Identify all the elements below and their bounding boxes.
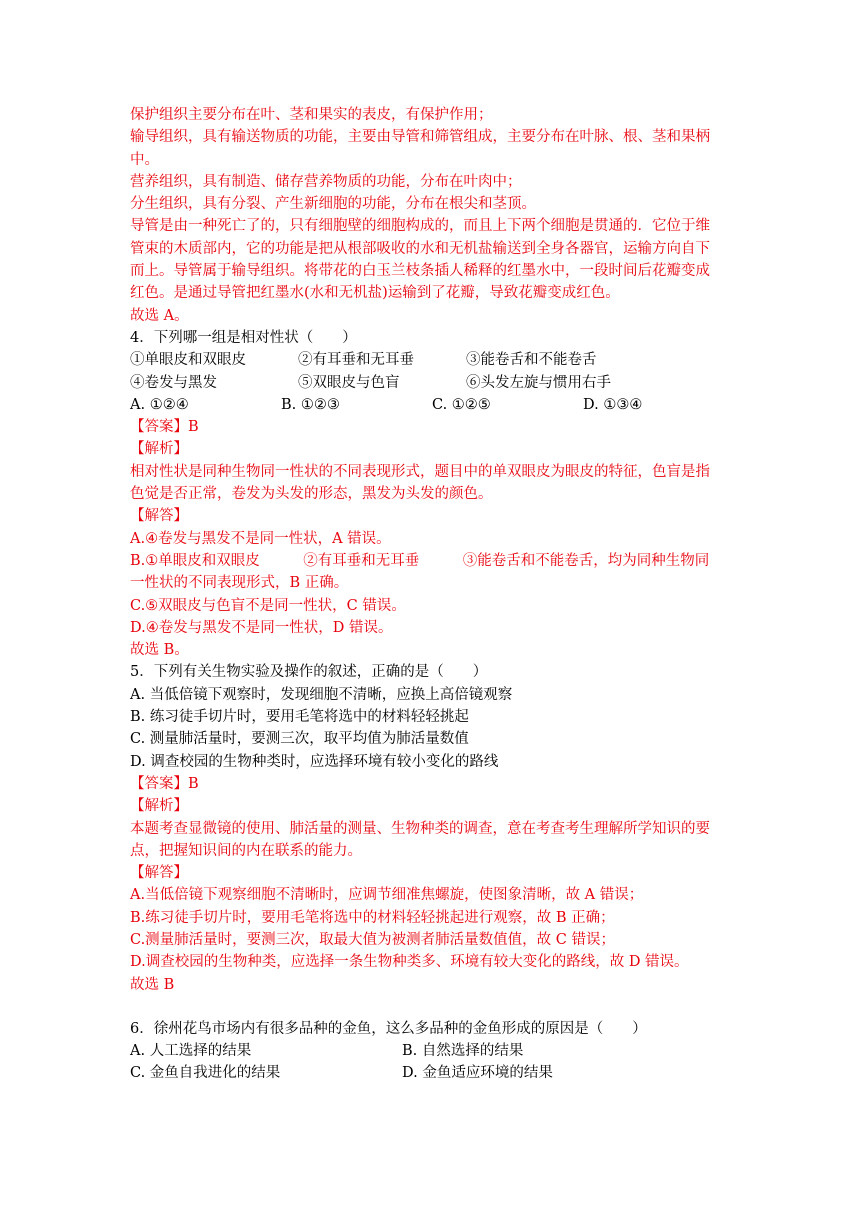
choice-a: A. 当低倍镜下观察时，发现细胞不清晰，应换上高倍镜观察 bbox=[130, 686, 513, 703]
trait-item: ⑤双眼皮与色盲 bbox=[298, 374, 400, 391]
question-stem: 4．下列哪一组是相对性状（ ） bbox=[130, 329, 357, 346]
question-stem: 6．徐州花鸟市场内有很多品种的金鱼，这么多品种的金鱼形成的原因是（ ） bbox=[130, 1020, 647, 1037]
prev-explanation bbox=[130, 104, 734, 327]
answer-label: 【答案】B bbox=[130, 419, 199, 436]
analysis-line: 本题考查显微镜的使用、肺活量的测量、生物种类的调查，意在考查考生理解所学知识的要 bbox=[130, 820, 710, 837]
solution-line: A.④卷发与黑发不是同一性状，A 错误。 bbox=[130, 530, 391, 547]
choice-b: B. 练习徒手切片时，要用毛笔将选中的材料轻轻挑起 bbox=[130, 709, 469, 726]
choices-row bbox=[130, 394, 734, 416]
choice-a: A. 人工选择的结果 bbox=[130, 1043, 252, 1060]
choice-d: D. 金鱼适应环境的结果 bbox=[402, 1065, 553, 1082]
explanation-conclusion: 故选 A。 bbox=[130, 307, 189, 324]
trait-item: ③能卷舌和不能卷舌 bbox=[466, 352, 597, 369]
solution-line: C.测量肺活量时，要测三次，取最大值为被测者肺活量数值值，故 C 错误； bbox=[130, 931, 615, 948]
question-6 bbox=[130, 1018, 734, 1085]
choice-c: C. 金鱼自我进化的结果 bbox=[130, 1065, 281, 1082]
analysis-heading: 【解析】 bbox=[130, 798, 188, 815]
analysis-line: 色觉是否正常，卷发为头发的形态，黑发为头发的颜色。 bbox=[130, 486, 493, 503]
choices-row bbox=[130, 1040, 734, 1062]
solution-heading: 【解答】 bbox=[130, 508, 188, 525]
solution-line: D.调查校园的生物种类，应选择一条生物种类多、环境有较大变化的路线，故 D 错误。 bbox=[130, 954, 689, 971]
choice-d: D. 调查校园的生物种类时，应选择环境有较小变化的路线 bbox=[130, 753, 499, 770]
trait-item: ⑥头发左旋与惯用右手 bbox=[466, 374, 611, 391]
solution-conclusion: 故选 B bbox=[130, 976, 175, 993]
explanation-line: 而上。导管属于输导组织。将带花的白玉兰枝条插人稀释的红墨水中，一段时间后花瓣变成 bbox=[130, 263, 710, 280]
choice-b: B. ①②③ bbox=[281, 396, 340, 413]
explanation-line: 导管是由一种死亡了的，只有细胞壁的细胞构成的，而且上下两个细胞是贯通的．它位于维 bbox=[130, 218, 710, 235]
solution-line: D.④卷发与黑发不是同一性状，D 错误。 bbox=[130, 619, 393, 636]
choices-row bbox=[130, 1062, 734, 1084]
choice-a: A. ①②④ bbox=[130, 396, 189, 413]
trait-item: ①单眼皮和双眼皮 bbox=[130, 352, 246, 369]
explanation-line: 中。 bbox=[130, 151, 159, 168]
solution-line: B.①单眼皮和双眼皮 ②有耳垂和无耳垂 ③能卷舌和不能卷舌，均为同种生物同 bbox=[130, 552, 710, 569]
solution-heading: 【解答】 bbox=[130, 865, 188, 882]
trait-items-row bbox=[130, 349, 734, 371]
question-4 bbox=[130, 327, 734, 661]
solution-conclusion: 故选 B。 bbox=[130, 642, 189, 659]
analysis-line: 相对性状是同种生物同一性状的不同表现形式，题目中的单双眼皮为眼皮的特征，色盲是指 bbox=[130, 463, 710, 480]
answer-label: 【答案】B bbox=[130, 775, 199, 792]
analysis-heading: 【解析】 bbox=[130, 441, 188, 458]
spacer bbox=[130, 996, 734, 1018]
trait-items-row bbox=[130, 372, 734, 394]
explanation-line: 分生组织，具有分裂、产生新细胞的功能，分布在根尖和茎顶。 bbox=[130, 196, 536, 213]
analysis-line: 点，把握知识间的内在联系的能力。 bbox=[130, 842, 362, 859]
trait-item: ④卷发与黑发 bbox=[130, 374, 217, 391]
choice-c: C. ①②⑤ bbox=[432, 396, 491, 413]
choice-b: B. 自然选择的结果 bbox=[402, 1043, 524, 1060]
explanation-line: 管束的木质部内，它的功能是把从根部吸收的水和无机盐输送到全身各器官，运输方向自下 bbox=[130, 240, 710, 257]
explanation-line: 营养组织，具有制造、储存营养物质的功能，分布在叶肉中； bbox=[130, 173, 522, 190]
explanation-line: 红色。是通过导管把红墨水(水和无机盐)运输到了花瓣，导致花瓣变成红色。 bbox=[130, 285, 620, 302]
trait-item: ②有耳垂和无耳垂 bbox=[298, 352, 414, 369]
document-content bbox=[130, 104, 734, 1085]
explanation-line: 输导组织，具有输送物质的功能，主要由导管和筛管组成，主要分布在叶脉、根、茎和果柄 bbox=[130, 129, 710, 146]
question-5 bbox=[130, 661, 734, 995]
question-stem: 5．下列有关生物实验及操作的叙述，正确的是（ ） bbox=[130, 664, 488, 681]
solution-line: B.练习徒手切片时，要用毛笔将选中的材料轻轻挑起进行观察，故 B 正确； bbox=[130, 909, 615, 926]
choice-c: C. 测量肺活量时，要测三次，取平均值为肺活量数值 bbox=[130, 731, 469, 748]
solution-line: A.当低倍镜下观察细胞不清晰时，应调节细准焦螺旋，使图象清晰，故 A 错误； bbox=[130, 887, 644, 904]
solution-line: C.⑤双眼皮与色盲不是同一性状，C 错误。 bbox=[130, 597, 406, 614]
explanation-line: 保护组织主要分布在叶、茎和果实的表皮，有保护作用； bbox=[130, 107, 493, 123]
solution-line: 一性状的不同表现形式，B 正确。 bbox=[130, 575, 349, 592]
choice-d: D. ①③④ bbox=[583, 396, 643, 413]
